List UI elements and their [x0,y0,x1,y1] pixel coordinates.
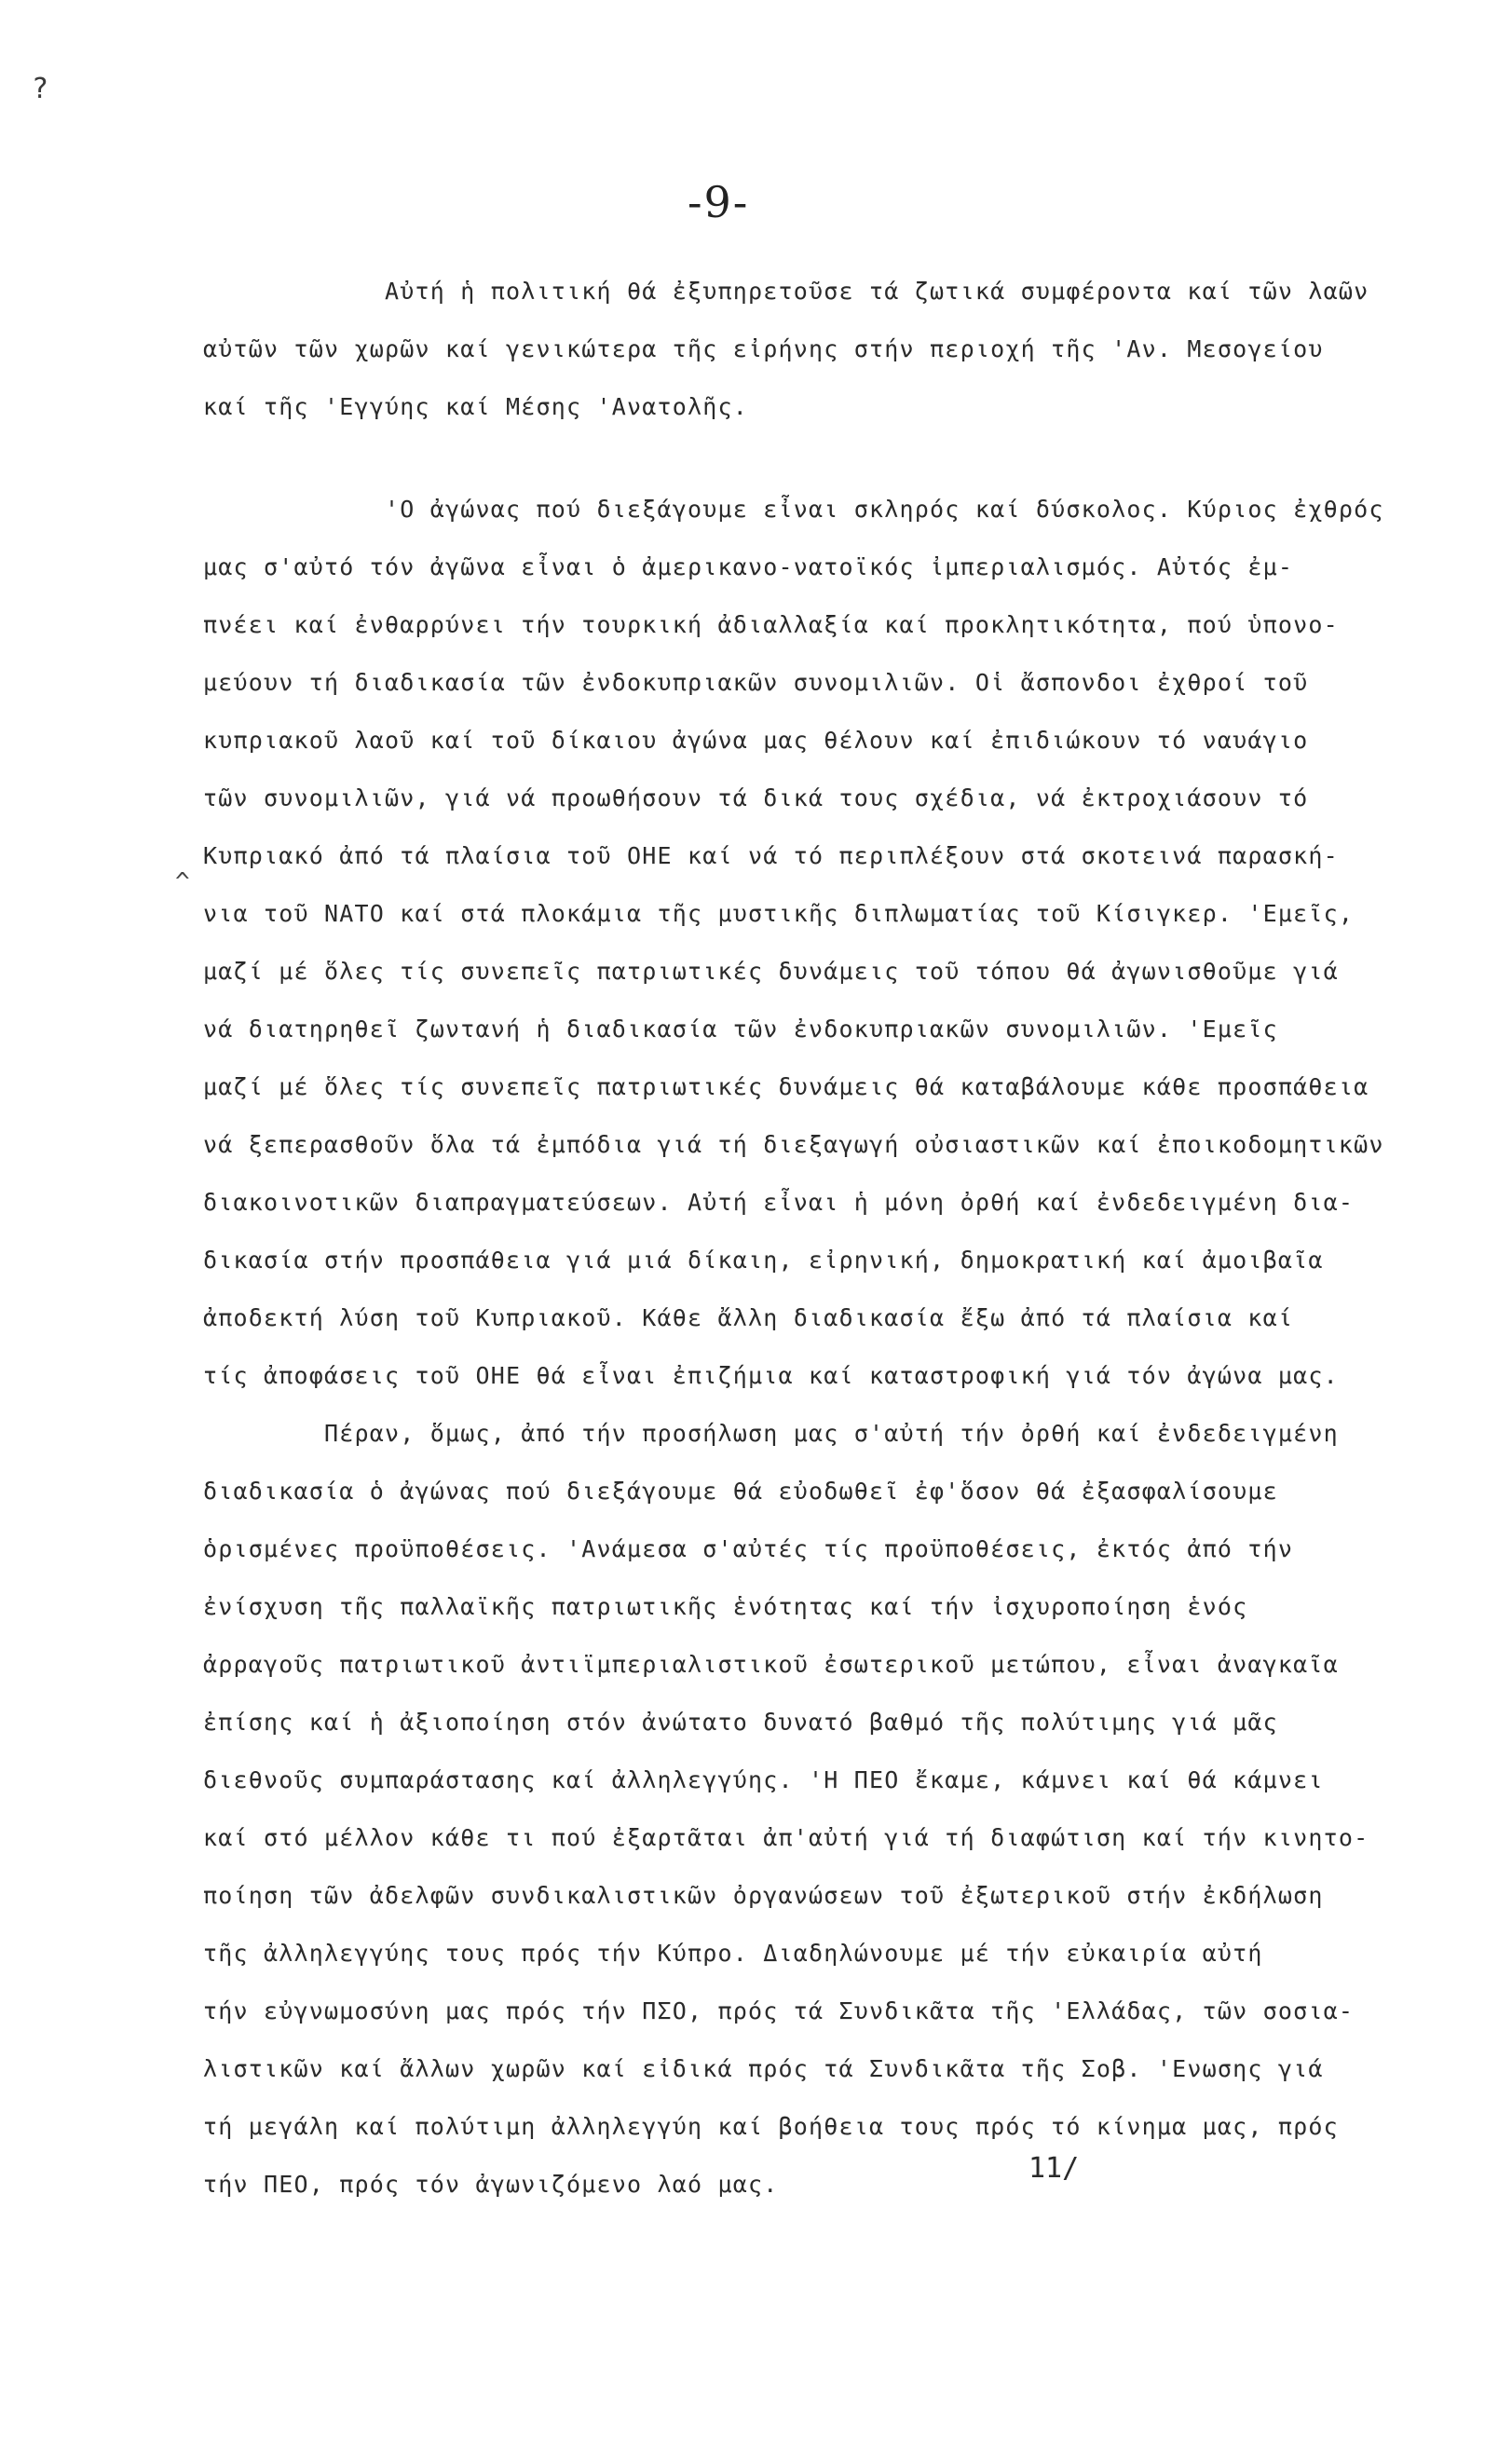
text-line: κυπριακοῦ λαοῦ καί τοῦ δίκαιου ἀγώνα μας θέλουν καί ἐπιδιώκουν τό ναυάγιο [203,727,1309,754]
text-line: καί τῆς 'Εγγύης καί Μέσης 'Ανατολῆς. [203,393,749,420]
text-line: ἀποδεκτή λύση τοῦ Κυπριακοῦ. Κάθε ἄλλη διαδικασία ἔξω ἀπό τά πλαίσια καί [203,1304,1294,1331]
text-line: Αὐτή ἡ πολιτική θά ἐξυπηρετοῦσε τά ζωτικά συμφέροντα καί τῶν λαῶν [203,278,1369,305]
continuation-mark: 11/ [1028,2152,1080,2185]
text-line: ἐνίσχυση τῆς παλλαϊκῆς πατριωτικῆς ἑνότητας καί τήν ἰσχυροποίηση ἑνός [203,1593,1248,1620]
text-line: μεύουν τή διαδικασία τῶν ἐνδοκυπριακῶν συνομιλιῶν. Οἱ ἄσπονδοι ἐχθροί τοῦ [203,669,1309,696]
text-line: διακοινοτικῶν διαπραγματεύσεων. Αὐτή εἶναι ἡ μόνη ὀρθή καί ἐνδεδειγμένη δια- [203,1189,1355,1216]
text-line: ἀρραγοῦς πατριωτικοῦ ἀντιϊμπεριαλιστικοῦ ἐσωτερικοῦ μετώπου, εἶναι ἀναγκαῖα [203,1651,1339,1678]
text-line: διαδικασία ὁ ἀγώνας πού διεξάγουμε θά εὐοδωθεῖ ἐφ'ὅσον θά ἐξασφαλίσουμε [203,1478,1278,1505]
text-line: ἐπίσης καί ἡ ἀξιοποίηση στόν ἀνώτατο δυνατό βαθμό τῆς πολύτιμης γιά μᾶς [203,1709,1278,1736]
text-line: 'Ο ἀγώνας πού διεξάγουμε εἶναι σκληρός καί δύσκολος. Κύριος ἐχθρός [203,496,1384,523]
text-line: τήν ΠΕΟ, πρός τόν ἀγωνιζόμενο λαό μας. [203,2171,779,2198]
text-line: νια τοῦ ΝΑΤΟ καί στά πλοκάμια τῆς μυστικῆς διπλωματίας τοῦ Κίσιγκερ. 'Εμεῖς, [203,900,1355,927]
paragraph-2 [203,481,1433,1405]
text-line: τῆς ἀλληλεγγύης τους πρός τήν Κύπρο. Διαδηλώνουμε μέ τήν εὐκαιρία αὐτή [203,1940,1263,1967]
text-line: νά διατηρηθεῖ ζωντανή ἡ διαδικασία τῶν ἐνδοκυπριακῶν συνομιλιῶν. 'Εμεῖς [203,1015,1278,1043]
text-line: τήν εὐγνωμοσύνη μας πρός τήν ΠΣΟ, πρός τά Συνδικᾶτα τῆς 'Ελλάδας, τῶν σοσια- [203,1997,1355,2024]
text-line: διεθνοῦς συμπαράστασης καί ἀλληλεγγύης. 'Η ΠΕΟ ἔκαμε, κάμνει καί θά κάμνει [203,1766,1324,1793]
paragraph-3 [203,1405,1433,2214]
text-line: πνέει καί ἐνθαρρύνει τήν τουρκική ἀδιαλλαξία καί προκλητικότητα, πού ὑπονο- [203,611,1339,638]
paragraph-1 [203,263,1433,436]
text-line: λιστικῶν καί ἄλλων χωρῶν καί εἰδικά πρός τά Συνδικᾶτα τῆς Σοβ. 'Ενωσης γιά [203,2055,1324,2082]
page-number: -9- [688,177,750,227]
text-line: ὁρισμένες προϋποθέσεις. 'Ανάμεσα σ'αὐτές τίς προϋποθέσεις, ἐκτός ἀπό τήν [203,1535,1294,1562]
text-line: μαζί μέ ὅλες τίς συνεπεῖς πατριωτικές δυνάμεις θά καταβάλουμε κάθε προσπάθεια [203,1073,1369,1100]
corner-mark: ? [32,73,49,105]
text-line: ποίηση τῶν ἀδελφῶν συνδικαλιστικῶν ὀργανώσεων τοῦ ἐξωτερικοῦ στήν ἐκδήλωση [203,1882,1324,1909]
text-line: τίς ἀποφάσεις τοῦ ΟΗΕ θά εἶναι ἐπιζήμια καί καταστροφική γιά τόν ἀγώνα μας. [203,1362,1339,1389]
text-line: καί στό μέλλον κάθε τι πού ἐξαρτᾶται ἀπ'αὐτή γιά τή διαφώτιση καί τήν κινητο- [203,1824,1369,1851]
text-line: μας σ'αὐτό τόν ἀγῶνα εἶναι ὁ ἀμερικανο-νατοϊκός ἰμπεριαλισμός. Αὐτός ἐμ- [203,553,1294,580]
text-line: αὐτῶν τῶν χωρῶν καί γενικώτερα τῆς εἰρήνης στήν περιοχή τῆς 'Αν. Μεσογείου [203,335,1324,362]
text-line: Κυπριακό ἀπό τά πλαίσια τοῦ ΟΗΕ καί νά τό περιπλέξουν στά σκοτεινά παρασκή- [203,842,1339,869]
body-text [203,263,1433,2214]
text-line: μαζί μέ ὅλες τίς συνεπεῖς πατριωτικές δυνάμεις τοῦ τόπου θά ἀγωνισθοῦμε γιά [203,958,1339,985]
text-line: νά ξεπερασθοῦν ὅλα τά ἐμπόδια γιά τή διεξαγωγή οὐσιαστικῶν καί ἐποικοδομητικῶν [203,1131,1384,1158]
text-line: τή μεγάλη καί πολύτιμη ἀλληλεγγύη καί βοήθεια τους πρός τό κίνημα μας, πρός [203,2113,1339,2140]
margin-mark: ^ [175,868,190,896]
text-line: τῶν συνομιλιῶν, γιά νά προωθήσουν τά δικά τους σχέδια, νά ἐκτροχιάσουν τό [203,784,1309,811]
text-line: Πέραν, ὅμως, ἀπό τήν προσήλωση μας σ'αὐτή τήν ὀρθή καί ἐνδεδειγμένη [203,1420,1339,1447]
text-line: δικασία στήν προσπάθεια γιά μιά δίκαιη, εἰρηνική, δημοκρατική καί ἀμοιβαῖα [203,1247,1324,1274]
